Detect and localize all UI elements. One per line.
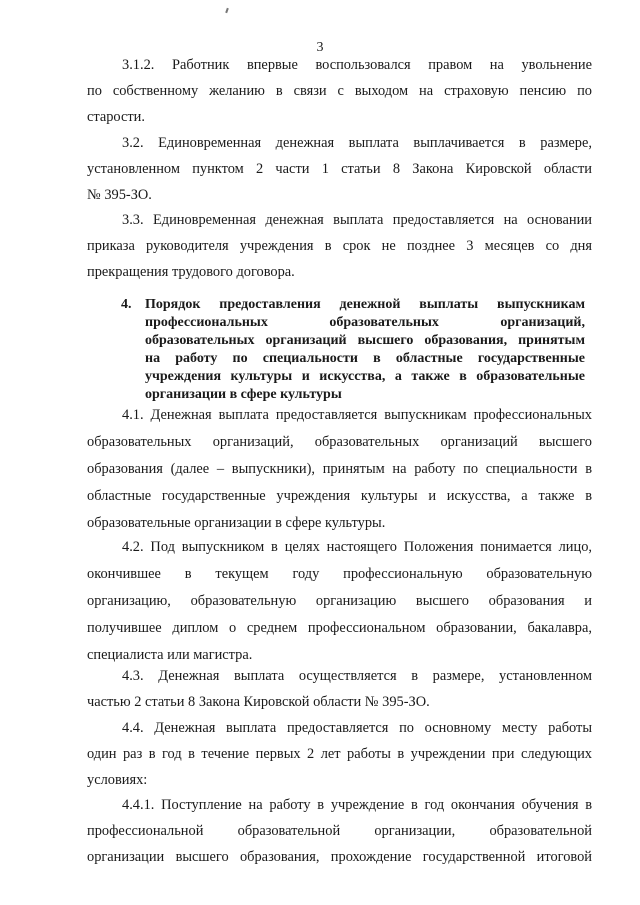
paragraph-line: прекращения трудового договора. — [87, 264, 295, 280]
scan-speck — [225, 8, 229, 13]
paragraph-line: образовательных организаций, образовательных организаций высшего — [87, 434, 592, 450]
paragraph-line: образования (далее – выпускники), принятым на работу по специальности в — [87, 461, 592, 477]
paragraph-line: 4.4. Денежная выплата предоставляется по основному месту работы — [122, 720, 592, 736]
paragraph-line: 4.3. Денежная выплата осуществляется в размере, установленном — [122, 668, 592, 684]
paragraph-line: 4.4.1. Поступление на работу в учреждение в год окончания обучения в — [122, 797, 592, 813]
paragraph-line: 4.1. Денежная выплата предоставляется выпускникам профессиональных — [122, 407, 592, 423]
paragraph-line: 3.1.2. Работник впервые воспользовался правом на увольнение — [122, 57, 592, 73]
paragraph-line: специалиста или магистра. — [87, 647, 253, 663]
paragraph-line: организацию, образовательную организацию высшего образования и — [87, 593, 592, 609]
heading-line: образовательных организаций высшего образования, принятым — [145, 333, 585, 348]
paragraph-line: условиях: — [87, 772, 148, 788]
heading-line: организации в сфере культуры — [145, 387, 342, 402]
paragraph-line: областные государственные учреждения культуры и искусства, а также в — [87, 488, 592, 504]
page-number: 3 — [316, 40, 324, 55]
heading-line: Порядок предоставления денежной выплаты выпускникам — [145, 297, 585, 312]
paragraph-line: приказа руководителя учреждения в срок не позднее 3 месяцев со дня — [87, 238, 592, 254]
paragraph-line: организации высшего образования, прохождение государственной итоговой — [87, 849, 592, 865]
paragraph-line: 3.2. Единовременная денежная выплата выплачивается в размере, — [122, 135, 592, 151]
paragraph-line: старости. — [87, 109, 145, 125]
paragraph-line: № 395-ЗО. — [87, 187, 152, 203]
heading-line: профессиональных образовательных организаций, — [145, 315, 585, 330]
paragraph-line: по собственному желанию в связи с выходом на страховую пенсию по — [87, 83, 592, 99]
paragraph-line: частью 2 статьи 8 Закона Кировской области № 395-ЗО. — [87, 694, 430, 710]
paragraph-line: 4.2. Под выпускником в целях настоящего Положения понимается лицо, — [122, 539, 592, 555]
paragraph-line: окончившее в текущем году профессиональную образовательную — [87, 566, 592, 582]
paragraph-line: образовательные организации в сфере культуры. — [87, 515, 386, 531]
paragraph-line: один раз в год в течение первых 2 лет работы в учреждении при следующих — [87, 746, 592, 762]
heading-line: учреждения культуры и искусства, а также в образовательные — [145, 369, 585, 384]
section-number: 4. — [121, 297, 132, 312]
paragraph-line: получившее диплом о среднем профессиональном образовании, бакалавра, — [87, 620, 592, 636]
paragraph-line: 3.3. Единовременная денежная выплата предоставляется на основании — [122, 212, 592, 228]
paragraph-line: профессиональной образовательной организации, образовательной — [87, 823, 592, 839]
paragraph-line: установленном пунктом 2 части 1 статьи 8 Закона Кировской области — [87, 161, 592, 177]
heading-line: на работу по специальности в областные государственные — [145, 351, 585, 366]
